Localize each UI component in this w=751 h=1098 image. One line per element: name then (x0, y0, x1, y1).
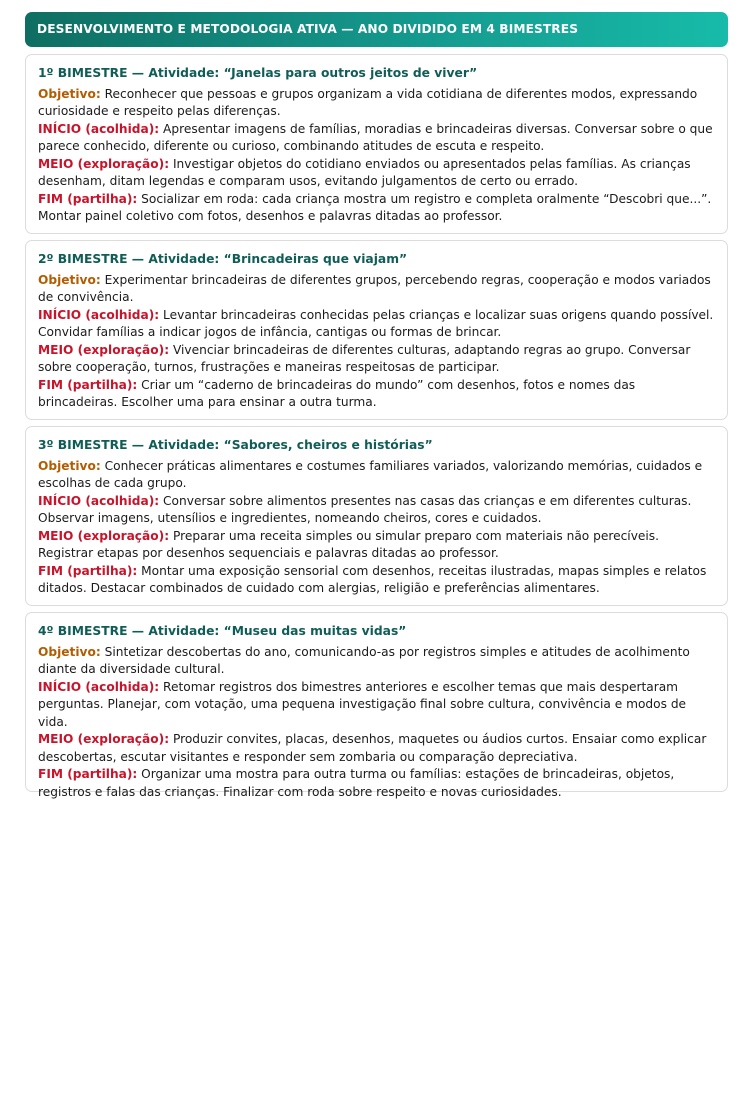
header-title: DESENVOLVIMENTO E METODOLOGIA ATIVA — ANO DIVIDIDO EM 4 BIMESTRES (37, 22, 579, 36)
bimestre-card-4 (25, 612, 728, 799)
inicio-text: Retomar registros dos bimestres anteriores e escolher temas que mais despertaram perguntas. Planejar, com votação, uma pequena investigação final sobre cultura, convivência e modos de vida. (38, 679, 687, 729)
inicio-label: INÍCIO (acolhida): (38, 121, 160, 136)
objetivo-line (38, 458, 715, 493)
inicio-label: INÍCIO (acolhida): (38, 679, 160, 694)
meio-line (38, 731, 715, 766)
bimestre-title: 3º BIMESTRE — Atividade: “Sabores, cheiros e histórias” (38, 438, 433, 452)
inicio-line (38, 121, 715, 156)
fim-label: FIM (partilha): (38, 767, 138, 781)
meio-line (38, 156, 715, 191)
meio-text: Preparar uma receita simples ou simular preparo com materiais não perecíveis. Registrar etapas por desenhos sequenciais e palavras ditadas ao professor. (38, 528, 660, 560)
fim-text: Socializar em roda: cada criança mostra um registro e completa oralmente “Descobri que...”. Montar painel coletivo com fotos, desenhos e palavras ditadas ao professor. (38, 191, 712, 223)
meio-line (38, 528, 715, 563)
fim-line (38, 563, 715, 598)
objetivo-text: Reconhecer que pessoas e grupos organizam a vida cotidiana de diferentes modos, expressando curiosidade e respeito pelas diferenças. (38, 86, 698, 118)
meio-label: MEIO (exploração): (38, 528, 170, 543)
inicio-label: INÍCIO (acolhida): (38, 307, 160, 322)
fim-line (38, 377, 715, 412)
bimestre-card-3 (25, 426, 728, 606)
inicio-label: INÍCIO (acolhida): (38, 493, 160, 508)
meio-text: Produzir convites, placas, desenhos, maquetes ou áudios curtos. Ensaiar como explicar descobertas, escutar visitantes e responder sem zombaria ou comparação depreciativa. (38, 732, 707, 764)
objetivo-label: Objetivo: (38, 644, 101, 659)
objetivo-line (38, 644, 715, 679)
inicio-line (38, 679, 715, 732)
bimestre-title: 4º BIMESTRE — Atividade: “Museu das muitas vidas” (38, 624, 407, 638)
bimestre-card-1 (25, 54, 728, 234)
inicio-line (38, 307, 715, 342)
objetivo-text: Conhecer práticas alimentares e costumes familiares variados, valorizando memórias, cuidados e escolhas de cada grupo. (38, 458, 703, 490)
meio-text: Investigar objetos do cotidiano enviados ou apresentados pelas famílias. As crianças desenham, ditam legendas e comparam usos, evitando julgamentos de certo ou errado. (38, 156, 691, 188)
meio-line (38, 342, 715, 377)
fim-label: FIM (partilha): (38, 191, 138, 206)
meio-label: MEIO (exploração): (38, 156, 170, 171)
fim-label: FIM (partilha): (38, 563, 138, 578)
fim-line (38, 766, 715, 801)
meio-label: MEIO (exploração): (38, 342, 170, 357)
fim-line (38, 191, 715, 226)
objetivo-line (38, 272, 715, 307)
objetivo-text: Sintetizar descobertas do ano, comunicando-as por registros simples e atitudes de acolhimento diante da diversidade cultural. (38, 644, 690, 676)
objetivo-line (38, 86, 715, 121)
page-header (25, 12, 728, 47)
objetivo-text: Experimentar brincadeiras de diferentes grupos, percebendo regras, cooperação e modos variados de convivência. (38, 272, 711, 304)
inicio-text: Apresentar imagens de famílias, moradias e brincadeiras diversas. Conversar sobre o que parece conhecido, diferente ou curioso, combinando atitudes de escuta e respeito. (38, 121, 713, 153)
objetivo-label: Objetivo: (38, 272, 101, 287)
bimestre-title: 1º BIMESTRE — Atividade: “Janelas para outros jeitos de viver” (38, 66, 478, 80)
inicio-line (38, 493, 715, 528)
bimestre-title: 2º BIMESTRE — Atividade: “Brincadeiras que viajam” (38, 252, 408, 266)
bimestre-card-2 (25, 240, 728, 420)
fim-text: Organizar uma mostra para outra turma ou famílias: estações de brincadeiras, objetos, registros e falas das crianças. Finalizar com roda sobre respeito e novas curiosidades. (38, 767, 675, 799)
fim-text: Montar uma exposição sensorial com desenhos, receitas ilustradas, mapas simples e relatos ditados. Destacar combinados de cuidado com alergias, religião e preferências alimentares. (38, 563, 707, 595)
fim-label: FIM (partilha): (38, 377, 138, 392)
inicio-text: Conversar sobre alimentos presentes nas casas das crianças e em diferentes culturas. Observar imagens, utensílios e ingredientes, nomeando cheiros, cores e cuidados. (38, 493, 692, 525)
meio-text: Vivenciar brincadeiras de diferentes culturas, adaptando regras ao grupo. Conversar sobre cooperação, turnos, frustrações e maneiras respeitosas de participar. (38, 342, 691, 374)
objetivo-label: Objetivo: (38, 86, 101, 101)
inicio-text: Levantar brincadeiras conhecidas pelas crianças e localizar suas origens quando possível. Convidar famílias a indicar jogos de infância, cantigas ou formas de brincar. (38, 307, 714, 339)
fim-text: Criar um “caderno de brincadeiras do mundo” com desenhos, fotos e nomes das brincadeiras. Escolher uma para ensinar a outra turma. (38, 377, 636, 409)
objetivo-label: Objetivo: (38, 458, 101, 473)
meio-label: MEIO (exploração): (38, 732, 170, 746)
